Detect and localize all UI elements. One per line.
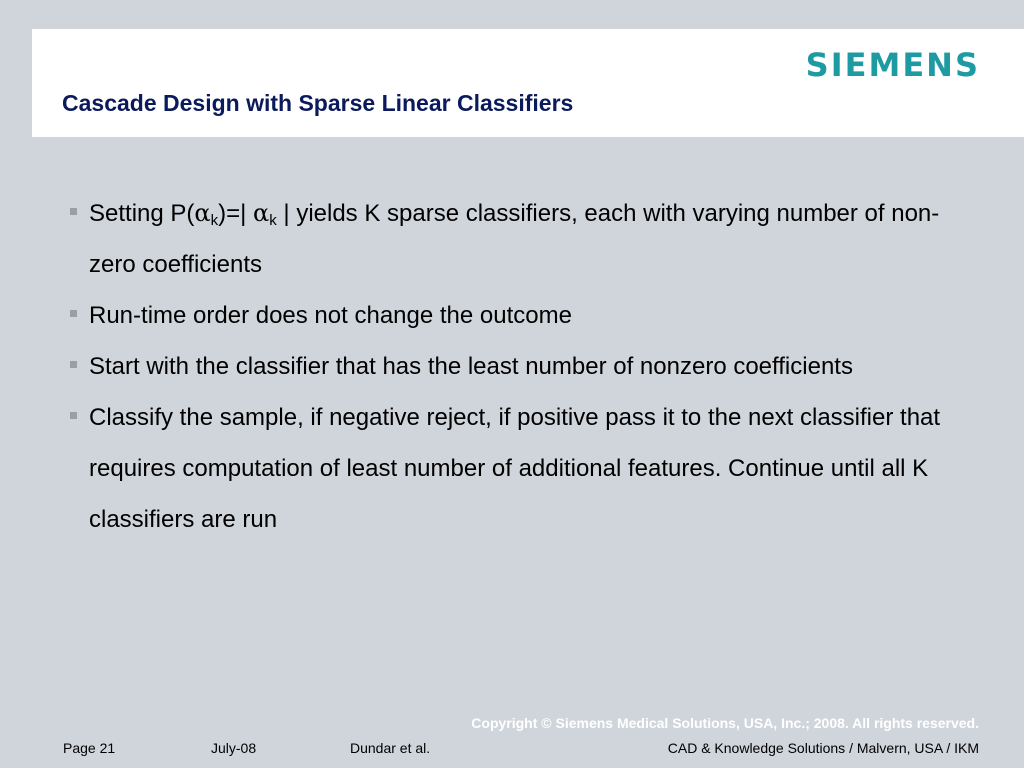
subscript-k: k [269,212,277,229]
bullet-text-part: | yields K sparse classifiers, each with varying number of non-zero coefficients [89,200,940,278]
footer-author: Dundar et al. [350,740,431,756]
footer-date: July-08 [211,740,257,756]
bullet-list [68,188,948,545]
bullet-text-part: Setting P( [89,200,195,227]
siemens-logo: SIEMENS [805,46,980,84]
square-bullet-icon [70,361,77,368]
square-bullet-icon [70,412,77,419]
bullet-item [68,392,948,545]
square-bullet-icon [70,310,77,317]
slide-content [68,188,948,545]
footer [0,700,1024,768]
copyright-notice: Copyright © Siemens Medical Solutions, USA, Inc.; 2008. All rights reserved. [471,715,979,731]
bullet-text: Classify the sample, if negative reject, if positive pass it to the next classifier that requires computation of least number of additional features. Continue until all K classifiers are run [89,404,941,533]
alpha-symbol: α [194,199,211,227]
alpha-symbol: α [253,199,270,227]
slide-title: Cascade Design with Sparse Linear Classifiers [62,90,574,116]
bullet-item [68,290,948,341]
bullet-item [68,341,948,392]
square-bullet-icon [70,208,77,215]
footer-department: CAD & Knowledge Solutions / Malvern, USA / IKM [667,740,979,756]
page-number: Page 21 [63,740,116,756]
subscript-k: k [210,212,219,229]
bullet-text: Run-time order does not change the outcome [89,302,572,329]
bullet-item [68,188,948,290]
bullet-text: Start with the classifier that has the least number of nonzero coefficients [89,353,853,380]
header-panel [32,29,1024,137]
bullet-text-part: )=| [218,200,254,227]
